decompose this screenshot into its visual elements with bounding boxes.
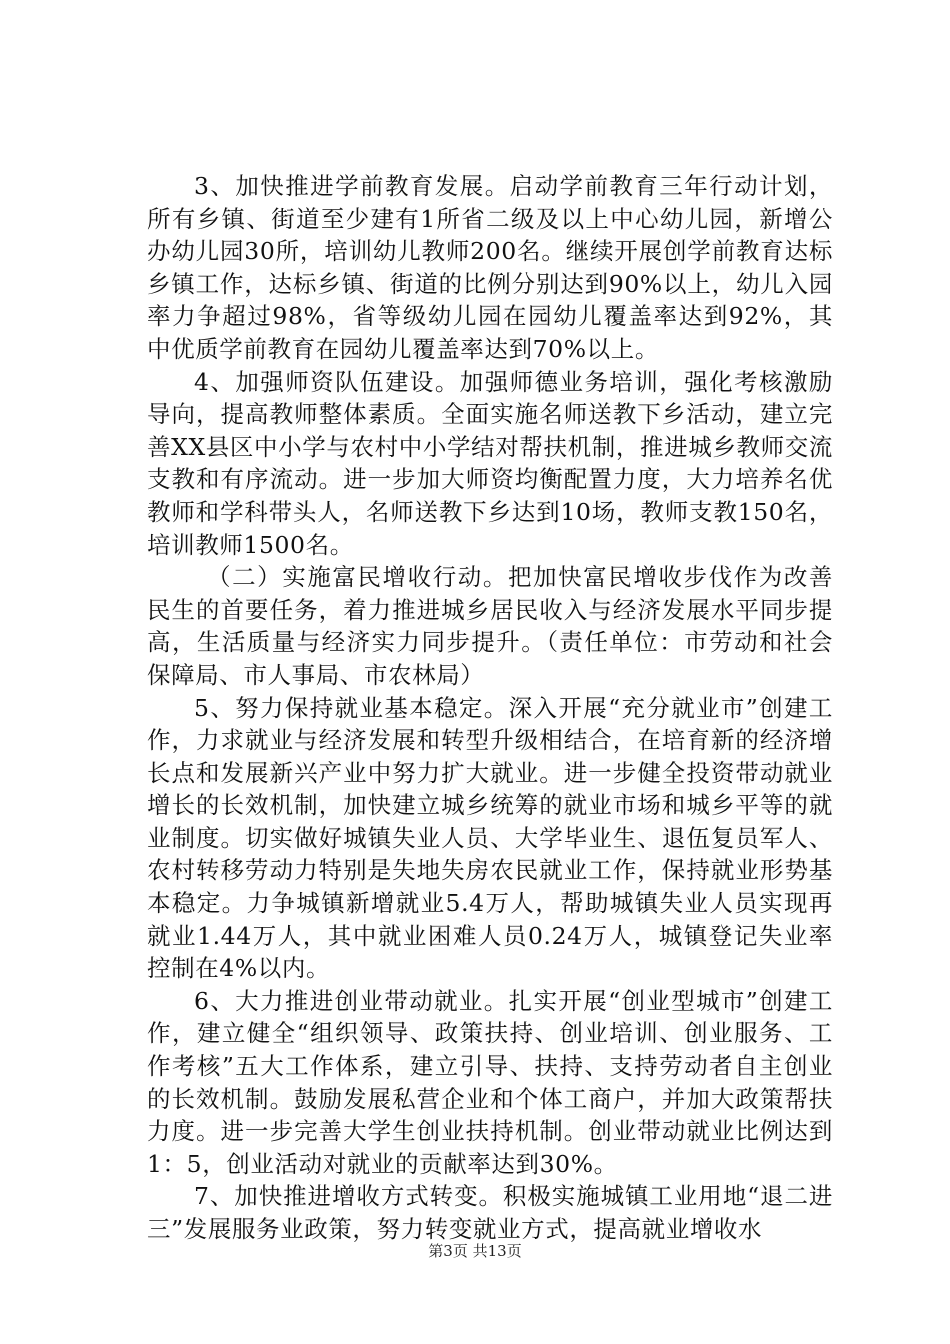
page-number-footer: 第3页 共13页 bbox=[428, 1242, 522, 1260]
paragraph-teacher-team: 4、加强师资队伍建设。加强师德业务培训，强化考核激励导向，提高教师整体素质。全面实施名师送教下乡活动，建立完善XX县区中小学与农村中小学结对帮扶机制，推进城乡教师交流支教和有序流动。进一步加大师资均衡配置力度，大力培养名优教师和学科带头人，名师送教下乡达到10场，教师支教150名，培训教师1500名。 bbox=[147, 367, 833, 559]
paragraph-preschool-education: 3、加快推进学前教育发展。启动学前教育三年行动计划，所有乡镇、街道至少建有1所省二级及以上中心幼儿园，新增公办幼儿园30所，培训幼儿教师200名。继续开展创学前教育达标乡镇工作，达标乡镇、街道的比例分别达到90%以上，幼儿入园率力争超过98%，省等级幼儿园在园幼儿覆盖率达到92%，其中优质学前教育在园幼儿覆盖率达到70%以上。 bbox=[147, 172, 833, 363]
paragraph-income-transformation: 7、加快推进增收方式转变。积极实施城镇工业用地“退二进三”发展服务业政策，努力转变就业方式，提高就业增收水 bbox=[147, 1182, 833, 1243]
paragraph-entrepreneurship: 6、大力推进创业带动就业。扎实开展“创业型城市”创建工作，建立健全“组织领导、政策扶持、创业培训、创业服务、工作考核”五大工作体系，建立引导、扶持、支持劳动者自主创业的长效机制。鼓励发展私营企业和个体工商户，并加大政策帮扶力度。进一步完善大学生创业扶持机制。创业带动就业比例达到1：5，创业活动对就业的贡献率达到30%。 bbox=[147, 986, 833, 1178]
paragraph-employment-stability: 5、努力保持就业基本稳定。深入开展“充分就业市”创建工作，力求就业与经济发展和转型升级相结合，在培育新的经济增长点和发展新兴产业中努力扩大就业。进一步健全投资带动就业增长的长效机制，加快建立城乡统筹的就业市场和城乡平等的就业制度。切实做好城镇失业人员、大学毕业生、退伍复员军人、农村转移劳动力特别是失地失房农民就业工作，保持就业形势基本稳定。力争城镇新增就业5.4万人，帮助城镇失业人员实现再就业1.44万人，其中就业困难人员0.24万人，城镇登记失业率控制在4%以内。 bbox=[147, 693, 833, 983]
paragraph-income-action: （二）实施富民增收行动。把加快富民增收步伐作为改善民生的首要任务，着力推进城乡居民收入与经济发展水平同步提高，生活质量与经济实力同步提升。（责任单位：市劳动和社会保障局、市人事局、市农林局） bbox=[147, 563, 833, 689]
document-body bbox=[147, 170, 833, 1246]
